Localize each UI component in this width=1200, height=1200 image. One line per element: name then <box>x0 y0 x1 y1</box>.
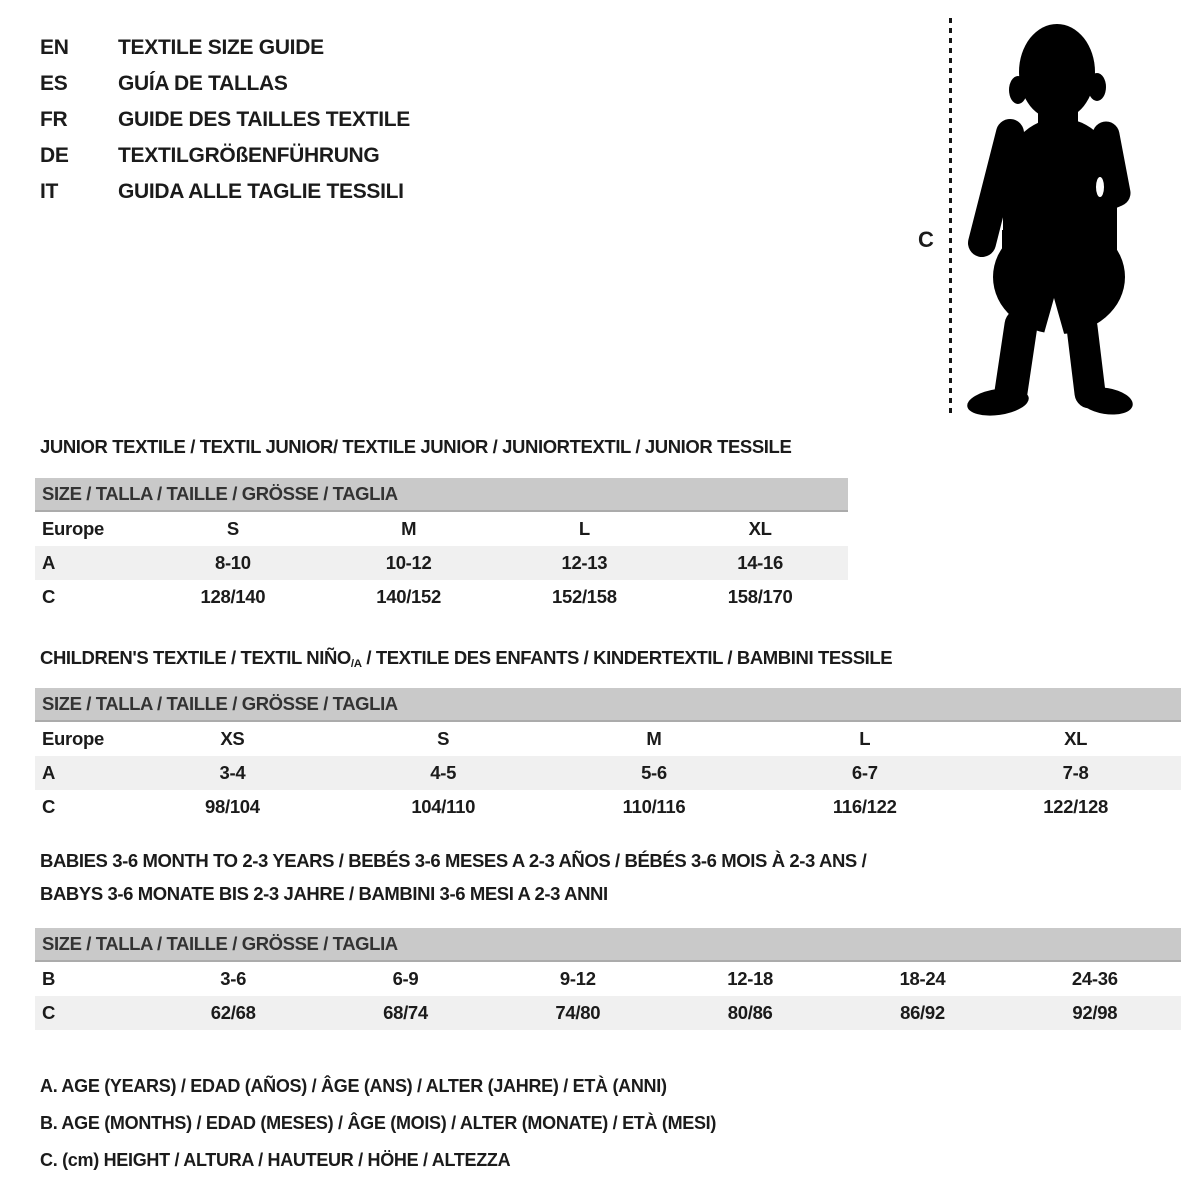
row-label: B <box>42 968 56 989</box>
table-row-age <box>35 756 1181 790</box>
row-label: A <box>42 552 56 573</box>
junior-section-title: JUNIOR TEXTILE / TEXTIL JUNIOR/ TEXTILE JUNIOR / JUNIORTEXTIL / JUNIOR TESSILE <box>40 436 792 457</box>
height-measure-figure <box>905 15 1195 430</box>
height-dashed-line <box>949 18 952 415</box>
row-label: Europe <box>42 728 104 749</box>
babies-title-line1: BABIES 3-6 MONTH TO 2-3 YEARS / BEBÉS 3-6 MESES A 2-3 AÑOS / BÉBÉS 3-6 MOIS À 2-3 ANS / <box>40 850 867 871</box>
height-cell: 158/170 <box>727 586 793 607</box>
language-row-es <box>40 66 410 102</box>
size-cell: M <box>646 728 662 749</box>
children-title-sub: /A <box>350 657 362 670</box>
height-cell: 74/80 <box>555 1002 601 1023</box>
age-cell: 3-4 <box>219 762 246 783</box>
row-label: C <box>42 586 56 607</box>
height-cell: 140/152 <box>376 586 442 607</box>
babies-section-title <box>40 844 866 910</box>
height-cell: 104/110 <box>411 796 476 817</box>
months-cell: 24-36 <box>1071 968 1118 989</box>
height-cell: 152/158 <box>551 586 617 607</box>
row-label: A <box>42 762 56 783</box>
size-table-header: SIZE / TALLA / TAILLE / GRÖSSE / TAGLIA <box>35 478 848 512</box>
age-cell: 14-16 <box>737 552 784 573</box>
height-cell: 116/122 <box>832 796 897 817</box>
height-cell: 122/128 <box>1043 796 1108 817</box>
babies-size-table <box>35 928 1181 1030</box>
table-row-height <box>35 580 848 614</box>
junior-size-table <box>35 478 848 614</box>
measure-legend <box>40 1068 716 1179</box>
table-row-europe <box>35 722 1181 756</box>
row-label: C <box>42 1002 56 1023</box>
months-cell: 9-12 <box>559 968 596 989</box>
table-row-age <box>35 546 848 580</box>
height-cell: 92/98 <box>1072 1002 1118 1023</box>
size-cell: S <box>437 728 450 749</box>
size-cell: L <box>578 518 590 539</box>
months-cell: 3-6 <box>220 968 247 989</box>
months-cell: 12-18 <box>727 968 774 989</box>
height-cell: 98/104 <box>205 796 260 817</box>
age-cell: 10-12 <box>385 552 432 573</box>
children-title-main: CHILDREN'S TEXTILE / TEXTIL NIÑO <box>40 647 351 668</box>
size-cell: XS <box>220 728 245 749</box>
babies-title-line2: BABYS 3-6 MONATE BIS 2-3 JAHRE / BAMBINI 3-6 MESI A 2-3 ANNI <box>40 883 608 904</box>
height-cell: 128/140 <box>200 586 266 607</box>
guide-title: GUIDE DES TAILLES TEXTILE <box>118 108 410 131</box>
language-code: ES <box>40 72 68 95</box>
children-section-title <box>40 645 892 677</box>
legend-line-b: B. AGE (MONTHS) / EDAD (MESES) / ÂGE (MOIS) / ALTER (MONATE) / ETÀ (MESI) <box>40 1113 717 1133</box>
size-table-header: SIZE / TALLA / TAILLE / GRÖSSE / TAGLIA <box>35 928 1181 962</box>
size-cell: L <box>859 728 871 749</box>
table-row-height <box>35 790 1181 824</box>
height-cell: 68/74 <box>383 1002 428 1023</box>
children-title-rest: / TEXTILE DES ENFANTS / KINDERTEXTIL / BAMBINI TESSILE <box>361 647 893 668</box>
legend-line-c: C. (cm) HEIGHT / ALTURA / HAUTEUR / HÖHE / ALTEZZA <box>40 1150 511 1170</box>
language-row-fr <box>40 102 410 138</box>
language-row-de <box>40 138 410 174</box>
size-cell: XL <box>748 518 772 539</box>
language-title-list <box>40 30 410 210</box>
size-cell: XL <box>1064 728 1088 749</box>
height-measure-label: C <box>918 227 934 252</box>
size-cell: M <box>401 518 417 539</box>
table-row-europe <box>35 512 848 546</box>
guide-title: GUIDA ALLE TAGLIE TESSILI <box>118 180 404 203</box>
height-cell: 62/68 <box>210 1002 256 1023</box>
age-cell: 12-13 <box>561 552 608 573</box>
table-row-height <box>35 996 1181 1030</box>
height-cell: 86/92 <box>900 1002 945 1023</box>
language-row-en <box>40 30 410 66</box>
age-cell: 8-10 <box>214 552 251 573</box>
size-table-header: SIZE / TALLA / TAILLE / GRÖSSE / TAGLIA <box>35 688 1181 722</box>
language-code: FR <box>40 108 68 131</box>
months-cell: 6-9 <box>392 968 419 989</box>
height-cell: 80/86 <box>727 1002 773 1023</box>
row-label: Europe <box>42 518 104 539</box>
language-code: IT <box>40 180 59 203</box>
age-cell: 6-7 <box>851 762 878 783</box>
legend-line-a: A. AGE (YEARS) / EDAD (AÑOS) / ÂGE (ANS) / ALTER (JAHRE) / ETÀ (ANNI) <box>40 1076 667 1096</box>
age-cell: 7-8 <box>1062 762 1089 783</box>
months-cell: 18-24 <box>899 968 946 989</box>
guide-title: TEXTILE SIZE GUIDE <box>118 36 324 59</box>
size-cell: S <box>226 518 239 539</box>
language-row-it <box>40 174 410 210</box>
height-cell: 110/116 <box>622 796 686 817</box>
guide-title: GUÍA DE TALLAS <box>118 72 288 95</box>
language-code: DE <box>40 144 69 167</box>
age-cell: 4-5 <box>430 762 457 783</box>
toddler-silhouette-icon <box>960 15 1140 425</box>
row-label: C <box>42 796 56 817</box>
guide-title: TEXTILGRÖßENFÜHRUNG <box>118 144 380 167</box>
children-size-table <box>35 688 1181 824</box>
age-cell: 5-6 <box>641 762 667 783</box>
language-code: EN <box>40 36 69 59</box>
table-row-months <box>35 962 1181 996</box>
